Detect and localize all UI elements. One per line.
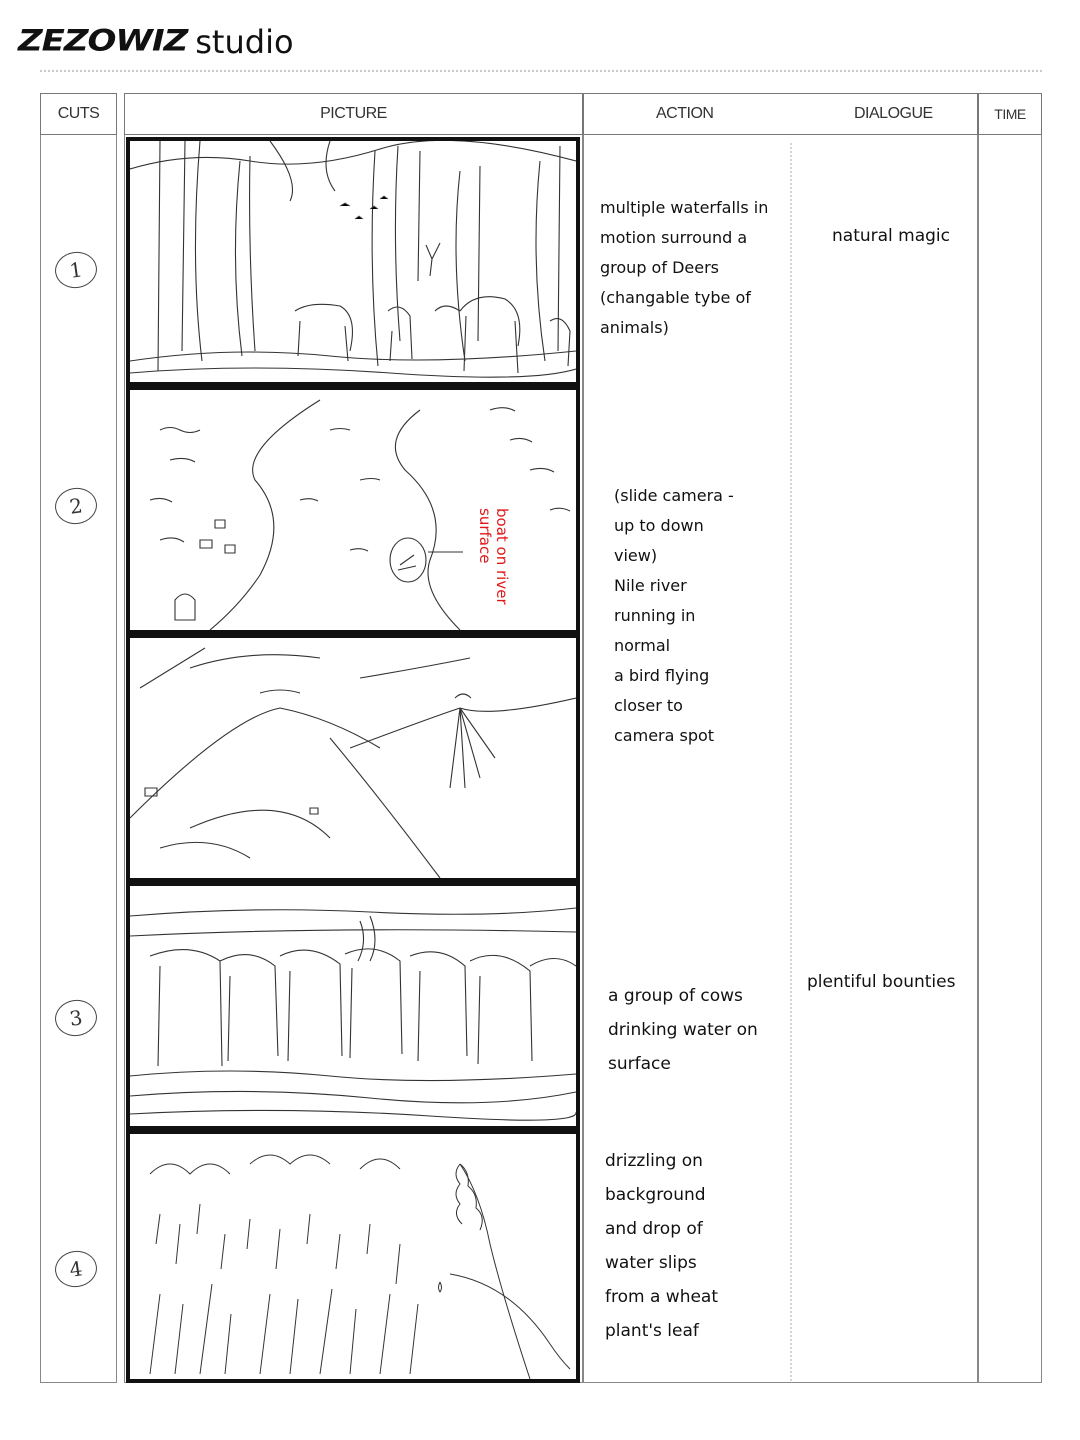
action-line: surface <box>608 1054 671 1074</box>
action-cut-3 <box>608 979 758 1081</box>
cut-number-3: 3 <box>53 997 100 1038</box>
action-line: (changable tybe of <box>600 288 751 307</box>
action-line: normal <box>614 636 671 655</box>
cows-drinking-sketch <box>130 886 576 1126</box>
action-line: multiple waterfalls in <box>600 198 769 217</box>
sketch-panel-4 <box>126 882 580 1130</box>
wheat-drizzle-sketch <box>130 1134 576 1379</box>
action-cut-1 <box>600 193 768 343</box>
action-line: Nile river <box>614 576 687 595</box>
header-action-dialogue <box>583 93 978 135</box>
action-line: a group of cows <box>608 986 743 1006</box>
action-line: group of Deers <box>600 258 719 277</box>
sketch-panel-2 <box>126 386 580 634</box>
action-dialogue-divider <box>790 143 792 1381</box>
action-line: running in <box>614 606 696 625</box>
action-line: drizzling on <box>605 1151 703 1171</box>
header-action: ACTION <box>656 105 714 122</box>
header-time: TIME <box>978 93 1042 135</box>
header-divider <box>40 70 1042 72</box>
boat-annotation-line-3: surface <box>476 508 494 564</box>
cut-number-4: 4 <box>53 1248 100 1289</box>
action-line: up to down <box>614 516 704 535</box>
action-line: and drop of <box>605 1219 703 1239</box>
action-cut-4 <box>605 1144 718 1348</box>
action-line: (slide camera - <box>614 486 734 505</box>
dialogue-cut-3: plentiful bounties <box>807 972 956 992</box>
action-line: plant's leaf <box>605 1321 699 1341</box>
dialogue-cut-1: natural magic <box>832 226 951 246</box>
action-line: view) <box>614 546 658 565</box>
boat-annotation <box>476 508 510 630</box>
boat-annotation-line-1: boat on <box>493 508 511 566</box>
studio-logo <box>18 14 294 61</box>
action-line: water slips <box>605 1253 697 1273</box>
logo-mark: ZEZOWIZ <box>18 24 188 58</box>
cuts-column <box>40 135 117 1383</box>
action-line: motion surround a <box>600 228 748 247</box>
sketch-panel-5 <box>126 1130 580 1383</box>
action-line: drinking water on <box>608 1020 758 1040</box>
bird-landscape-sketch <box>130 638 576 878</box>
action-line: a bird flying <box>614 666 710 685</box>
waterfall-deer-sketch <box>130 141 576 382</box>
cut-number-1: 1 <box>53 249 100 290</box>
action-line: from a wheat <box>605 1287 719 1307</box>
sketch-panel-3 <box>126 634 580 882</box>
cut-number-2: 2 <box>53 485 100 526</box>
action-line: background <box>605 1185 706 1205</box>
action-line: closer to <box>614 696 683 715</box>
time-column <box>978 135 1042 1383</box>
boat-annotation-line-2: river <box>493 570 511 605</box>
header-picture: PICTURE <box>124 93 583 135</box>
storyboard-sheet <box>40 93 1042 1383</box>
action-line: camera spot <box>614 726 715 745</box>
action-line: animals) <box>600 318 669 337</box>
action-cut-2 <box>614 481 734 751</box>
logo-sub: studio <box>195 23 294 61</box>
sketch-panel-1 <box>126 137 580 386</box>
header-cuts: CUTS <box>40 93 117 135</box>
header-dialogue: DIALOGUE <box>854 105 933 122</box>
